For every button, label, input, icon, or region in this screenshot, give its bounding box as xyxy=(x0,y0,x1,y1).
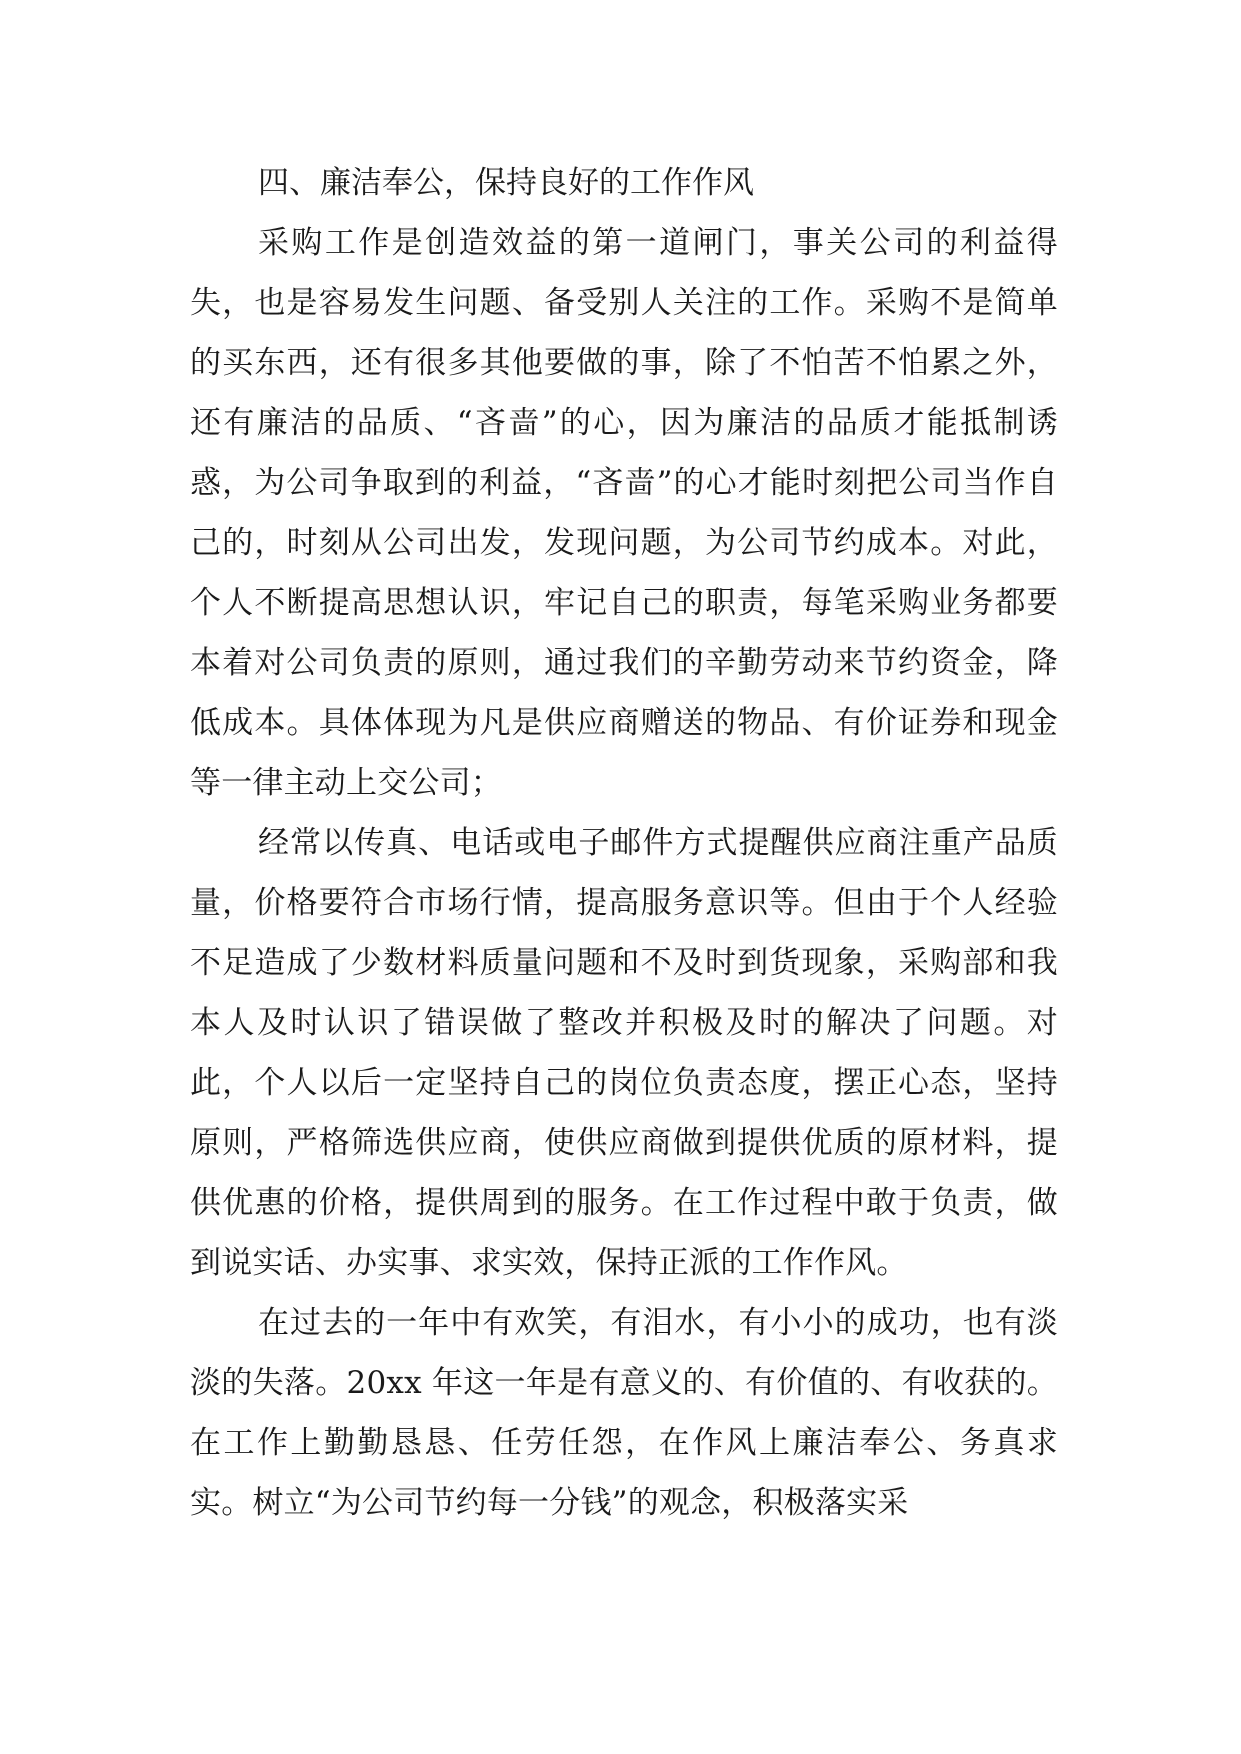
paragraph-supplier-communication: 经常以传真、电话或电子邮件方式提醒供应商注重产品质量，价格要符合市场行情，提高服务意识等。但由于个人经验不足造成了少数材料质量问题和不及时到货现象，采购部和我本人及时认识了错误做了整改并积极及时的解决了问题。对此，个人以后一定坚持自己的岗位负责态度，摆正心态，坚持原则，严格筛选供应商，使供应商做到提供优质的原材料，提供优惠的价格，提供周到的服务。在工作过程中敢于负责，做到说实话、办实事、求实效，保持正派的工作作风。 xyxy=(190,825,1058,1281)
document-body xyxy=(190,153,1058,1533)
paragraph-year-summary: 在过去的一年中有欢笑，有泪水，有小小的成功，也有淡淡的失落。20xx 年这一年是有意义的、有价值的、有收获的。在工作上勤勤恳恳、任劳任怨，在作风上廉洁奉公、务真求实。树立“为公司节约每一分钱”的观念，积极落实采 xyxy=(190,1305,1058,1521)
paragraph-integrity: 采购工作是创造效益的第一道闸门，事关公司的利益得失，也是容易发生问题、备受别人关注的工作。采购不是简单的买东西，还有很多其他要做的事，除了不怕苦不怕累之外，还有廉洁的品质、“吝啬”的心，因为廉洁的品质才能抵制诱惑，为公司争取到的利益，“吝啬”的心才能时刻把公司当作自己的，时刻从公司出发，发现问题，为公司节约成本。对此，个人不断提高思想认识，牢记自己的职责，每笔采购业务都要本着对公司负责的原则，通过我们的辛勤劳动来节约资金，降低成本。具体体现为凡是供应商赠送的物品、有价证券和现金等一律主动上交公司； xyxy=(190,225,1058,801)
section-heading: 四、廉洁奉公，保持良好的工作作风 xyxy=(258,165,754,201)
